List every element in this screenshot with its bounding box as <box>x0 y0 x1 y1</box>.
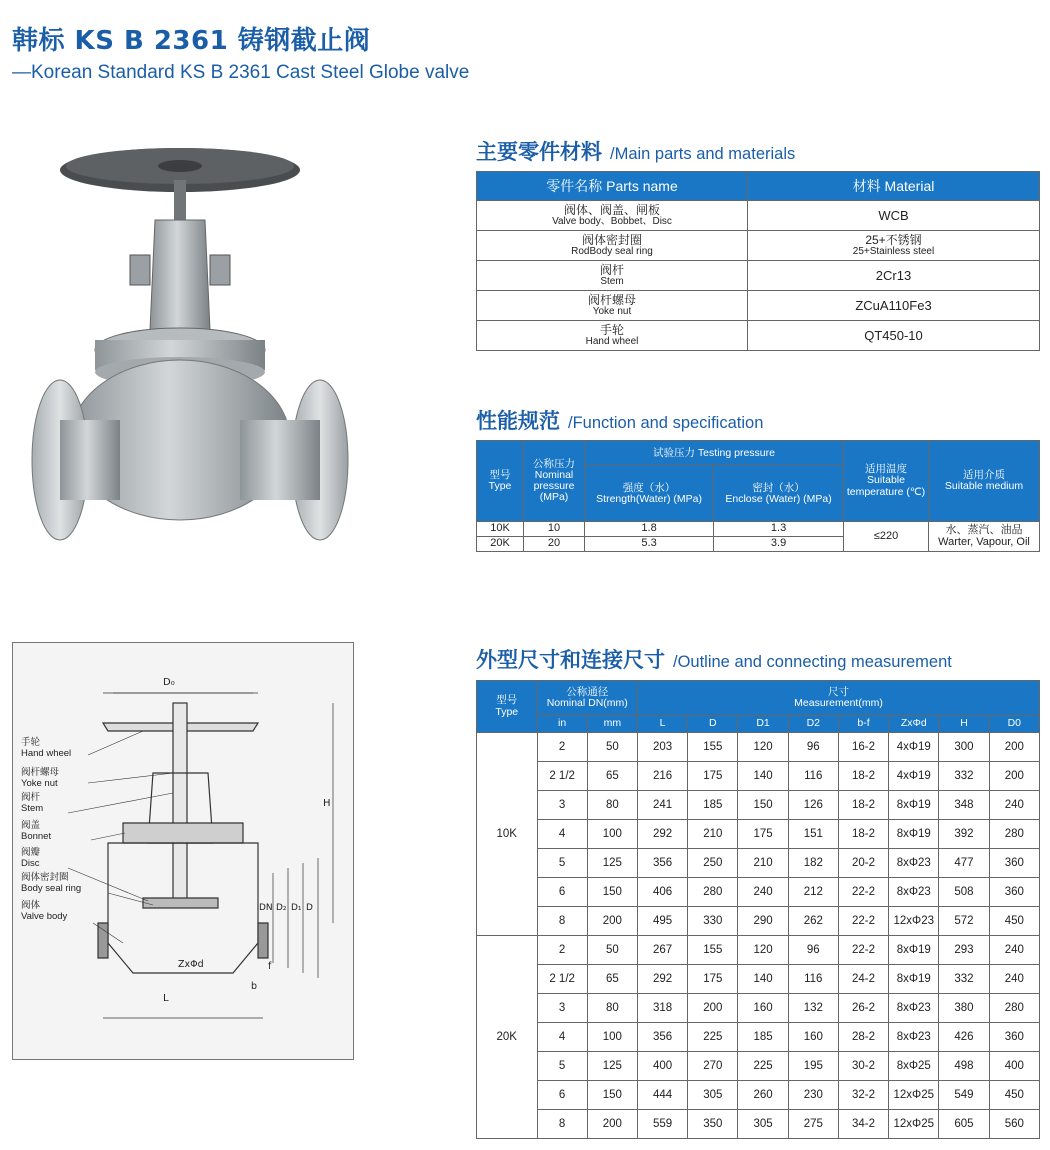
dim-cell: 350 <box>688 1110 738 1139</box>
dim-type-cell: 20K <box>477 936 538 1139</box>
dim-cell: 6 <box>537 1081 587 1110</box>
dim-cell: 22-2 <box>838 907 888 936</box>
dim-cell: 200 <box>688 994 738 1023</box>
dim-cell: 50 <box>587 936 637 965</box>
dim-cell: 65 <box>587 965 637 994</box>
dim-cell: 116 <box>788 965 838 994</box>
dim-cell: 280 <box>989 994 1039 1023</box>
dim-cell: 175 <box>738 820 788 849</box>
table-row: 阀体密封圈 RodBody seal ring 25+不锈钢 25+Stainless steel <box>477 231 1040 261</box>
dim-cell: 360 <box>989 1023 1039 1052</box>
dim-cell: 8xΦ25 <box>889 1052 939 1081</box>
dim-cell: 508 <box>939 878 989 907</box>
dim-cell: 18-2 <box>838 791 888 820</box>
dim-f: f <box>268 961 272 972</box>
dim-cell: 8xΦ19 <box>889 936 939 965</box>
dim-type-cell: 10K <box>477 733 538 936</box>
dim-cell: 300 <box>939 733 989 762</box>
dim-cell: 155 <box>688 733 738 762</box>
dim-cell: 175 <box>688 965 738 994</box>
dim-cell: 203 <box>637 733 687 762</box>
drawing-labels: 手轮 Hand wheel 阀杆螺母 Yoke nut 阀杆 Stem 阀盖 Bonnet 阀瓣 Disc 阀体密封圈 Body seal ring 阀体 Valve body <box>21 737 82 922</box>
dim-cell: 30-2 <box>838 1052 888 1081</box>
dim-cell: 100 <box>587 1023 637 1052</box>
spec-table: 型号 Type 公称压力 Nominal pressure (MPa) 试验压力 Testing pressure 适用温度 Suitable temperature (℃) 适用介质 Suitable medium 强度（水） Strength(Water) (MPa) 密封（水） Enclose (Water) (MPa) 10K 10 1.8 1.3 ≤220 水、蒸汽、油品 Warter, Vapour, Oil 20K 20 5.3 3.9 <box>476 440 1040 552</box>
dim-cell: 275 <box>788 1110 838 1139</box>
dim-cell: 150 <box>587 878 637 907</box>
dim-cell: 292 <box>637 965 687 994</box>
section-drawing <box>12 642 354 1060</box>
dim-cell: 4xΦ19 <box>889 762 939 791</box>
dim-cell: 182 <box>788 849 838 878</box>
dim-cell: 400 <box>637 1052 687 1081</box>
dim-cell: 477 <box>939 849 989 878</box>
dim-cell: 8xΦ23 <box>889 1023 939 1052</box>
spec-section-heading: 性能规范 /Function and specification <box>476 409 764 433</box>
dim-cell: 292 <box>637 820 687 849</box>
dim-cell: 50 <box>587 733 637 762</box>
dim-cell: 160 <box>738 994 788 1023</box>
dim-cell: 495 <box>637 907 687 936</box>
dim-cell: 5 <box>537 1052 587 1081</box>
dim-cell: 12xΦ25 <box>889 1110 939 1139</box>
dim-cell: 225 <box>738 1052 788 1081</box>
dim-cell: 549 <box>939 1081 989 1110</box>
table-row <box>477 762 1040 791</box>
dim-col-header: ZxΦd <box>889 716 939 733</box>
dim-cell: 332 <box>939 965 989 994</box>
dim-cell: 155 <box>688 936 738 965</box>
dim-col-header: b-f <box>838 716 888 733</box>
dim-col-header: H <box>939 716 989 733</box>
table-row: 10K 10 1.8 1.3 ≤220 水、蒸汽、油品 Warter, Vapour, Oil <box>477 522 1040 537</box>
dim-col-header: D <box>688 716 738 733</box>
dim-cell: 450 <box>989 1081 1039 1110</box>
dim-cell: 22-2 <box>838 936 888 965</box>
dim-cell: 6 <box>537 878 587 907</box>
table-row <box>477 791 1040 820</box>
dim-cell: 200 <box>989 762 1039 791</box>
dim-cell: 200 <box>587 907 637 936</box>
dim-b: b <box>251 981 258 992</box>
dim-cell: 290 <box>738 907 788 936</box>
dim-cell: 280 <box>688 878 738 907</box>
table-row <box>477 733 1040 762</box>
dim-cell: 24-2 <box>838 965 888 994</box>
dim-d1: D₁ <box>291 903 302 913</box>
dim-cell: 3 <box>537 791 587 820</box>
dim-cell: 125 <box>587 1052 637 1081</box>
dim-cell: 330 <box>688 907 738 936</box>
dim-cell: 210 <box>738 849 788 878</box>
dim-cell: 185 <box>738 1023 788 1052</box>
dim-cell: 2 1/2 <box>537 965 587 994</box>
dim-d: D <box>306 903 313 913</box>
dim-cell: 200 <box>587 1110 637 1139</box>
dim-cell: 450 <box>989 907 1039 936</box>
table-row <box>477 1052 1040 1081</box>
dim-cell: 305 <box>738 1110 788 1139</box>
dim-cell: 240 <box>989 791 1039 820</box>
dim-cell: 2 1/2 <box>537 762 587 791</box>
dim-cell: 120 <box>738 936 788 965</box>
dim-cell: 185 <box>688 791 738 820</box>
dim-cell: 356 <box>637 1023 687 1052</box>
parts-header-material: 材料 Material <box>748 172 1040 201</box>
dim-cell: 22-2 <box>838 878 888 907</box>
dim-cell: 293 <box>939 936 989 965</box>
table-row: 手轮 Hand wheel QT450-10 <box>477 321 1040 351</box>
dim-cell: 160 <box>788 1023 838 1052</box>
dim-cell: 2 <box>537 733 587 762</box>
dim-cell: 8xΦ23 <box>889 994 939 1023</box>
table-row <box>477 1023 1040 1052</box>
dim-cell: 360 <box>989 878 1039 907</box>
dim-cell: 241 <box>637 791 687 820</box>
dim-cell: 267 <box>637 936 687 965</box>
dim-cell: 356 <box>637 849 687 878</box>
table-row: 阀体、阀盖、闸板 Valve body、Bobbet、Disc WCB <box>477 201 1040 231</box>
dim-cell: 400 <box>989 1052 1039 1081</box>
dim-cell: 498 <box>939 1052 989 1081</box>
dim-cell: 116 <box>788 762 838 791</box>
dim-cell: 8 <box>537 907 587 936</box>
dim-cell: 125 <box>587 849 637 878</box>
dim-cell: 225 <box>688 1023 738 1052</box>
dim-cell: 262 <box>788 907 838 936</box>
table-row <box>477 820 1040 849</box>
dim-h: H <box>323 798 331 809</box>
dim-cell: 5 <box>537 849 587 878</box>
table-row <box>477 936 1040 965</box>
dim-cell: 28-2 <box>838 1023 888 1052</box>
dim-cell: 605 <box>939 1110 989 1139</box>
dim-cell: 559 <box>637 1110 687 1139</box>
page-title: 韩标 KS B 2361 铸钢截止阀 <box>12 26 371 56</box>
dim-cell: 32-2 <box>838 1081 888 1110</box>
dimension-table: 型号 Type 公称通径 Nominal DN(mm) 尺寸 Measurement(mm) in mm L D D1 D2 b-f ZxΦd H D0 10K 2 50 203 155 120 96 16-2 4xΦ19 300 200 2 1/2 65 216 175 140 116 18-2 4xΦ19 332 200 3 80 241 185 150 126 18-2 8xΦ19 348 240 4 100 292 210 175 151 18-2 8xΦ19 392 280 5 125 356 250 210 182 20-2 8xΦ23 477 360 6 150 406 280 240 212 22-2 8xΦ23 508 360 8 200 495 330 290 262 22-2 12xΦ23 572 450 20K 2 50 267 155 120 96 22-2 8xΦ19 293 240 2 1/2 65 292 175 140 116 24-2 8xΦ19 332 240 3 80 318 200 160 132 26-2 8xΦ23 380 280 4 100 356 225 185 160 28-2 8xΦ23 426 360 5 125 400 270 225 195 30-2 8xΦ25 498 400 6 150 444 305 260 230 32-2 12xΦ25 549 450 8 200 559 350 305 275 34-2 12xΦ25 605 560 <box>476 680 1040 1139</box>
dim-col-header: in <box>537 716 587 733</box>
dim-cell: 120 <box>738 733 788 762</box>
parts-table <box>476 171 1040 351</box>
dim-cell: 18-2 <box>838 762 888 791</box>
dim-cell: 8xΦ19 <box>889 820 939 849</box>
dim-col-header: mm <box>587 716 637 733</box>
dim-col-header: D2 <box>788 716 838 733</box>
dim-cell: 4 <box>537 1023 587 1052</box>
dim-cell: 8xΦ19 <box>889 965 939 994</box>
dim-cell: 126 <box>788 791 838 820</box>
dim-cell: 280 <box>989 820 1039 849</box>
table-row <box>477 1110 1040 1139</box>
dim-cell: 80 <box>587 791 637 820</box>
dim-cell: 305 <box>688 1081 738 1110</box>
dim-cell: 360 <box>989 849 1039 878</box>
dim-cell: 560 <box>989 1110 1039 1139</box>
dim-cell: 4 <box>537 820 587 849</box>
dim-cell: 80 <box>587 994 637 1023</box>
dim-cell: 150 <box>587 1081 637 1110</box>
dim-cell: 240 <box>989 936 1039 965</box>
dim-cell: 140 <box>738 965 788 994</box>
dim-cell: 240 <box>738 878 788 907</box>
table-row <box>477 994 1040 1023</box>
dim-cell: 250 <box>688 849 738 878</box>
dim-cell: 8xΦ23 <box>889 878 939 907</box>
dim-cell: 12xΦ23 <box>889 907 939 936</box>
valve-photo <box>30 140 445 555</box>
dim-cell: 240 <box>989 965 1039 994</box>
dim-cell: 100 <box>587 820 637 849</box>
dim-cell: 318 <box>637 994 687 1023</box>
dim-cell: 380 <box>939 994 989 1023</box>
dim-cell: 96 <box>788 936 838 965</box>
dim-cell: 4xΦ19 <box>889 733 939 762</box>
dim-col-header: D0 <box>989 716 1039 733</box>
dim-d0: D₀ <box>163 677 175 688</box>
dim-cell: 65 <box>587 762 637 791</box>
dim-cell: 96 <box>788 733 838 762</box>
page-subtitle: —Korean Standard KS B 2361 Cast Steel Globe valve <box>12 62 470 83</box>
dim-cell: 132 <box>788 994 838 1023</box>
dim-col-header: L <box>637 716 687 733</box>
dim-cell: 406 <box>637 878 687 907</box>
dim-cell: 444 <box>637 1081 687 1110</box>
parts-section-heading: 主要零件材料 /Main parts and materials <box>476 140 796 164</box>
dim-cell: 20-2 <box>838 849 888 878</box>
dim-cell: 212 <box>788 878 838 907</box>
dim-cell: 8xΦ23 <box>889 849 939 878</box>
dim-cell: 260 <box>738 1081 788 1110</box>
dim-zd: ZxΦd <box>178 959 204 970</box>
dim-cell: 426 <box>939 1023 989 1052</box>
dim-cell: 2 <box>537 936 587 965</box>
dim-cell: 26-2 <box>838 994 888 1023</box>
dim-cell: 332 <box>939 762 989 791</box>
dim-cell: 8xΦ19 <box>889 791 939 820</box>
parts-header-name: 零件名称 Parts name <box>477 172 748 201</box>
dim-cell: 16-2 <box>838 733 888 762</box>
table-row <box>477 1081 1040 1110</box>
table-row: 阀杆 Stem 2Cr13 <box>477 261 1040 291</box>
table-row <box>477 907 1040 936</box>
dim-cell: 151 <box>788 820 838 849</box>
dim-cell: 348 <box>939 791 989 820</box>
dim-cell: 175 <box>688 762 738 791</box>
dim-l: L <box>163 993 169 1004</box>
table-row <box>477 878 1040 907</box>
table-row <box>477 849 1040 878</box>
dim-cell: 150 <box>738 791 788 820</box>
dim-cell: 230 <box>788 1081 838 1110</box>
table-row: 20K 20 5.3 3.9 <box>477 537 1040 552</box>
dim-d2: D₂ <box>276 903 287 913</box>
dim-cell: 8 <box>537 1110 587 1139</box>
dim-cell: 34-2 <box>838 1110 888 1139</box>
table-row <box>477 965 1040 994</box>
dim-cell: 140 <box>738 762 788 791</box>
table-row: 阀杆螺母 Yoke nut ZCuA110Fe3 <box>477 291 1040 321</box>
dim-cell: 18-2 <box>838 820 888 849</box>
dim-cell: 195 <box>788 1052 838 1081</box>
dim-dn: DN <box>259 903 273 913</box>
dim-cell: 3 <box>537 994 587 1023</box>
dim-cell: 270 <box>688 1052 738 1081</box>
dim-cell: 210 <box>688 820 738 849</box>
dim-cell: 200 <box>989 733 1039 762</box>
dim-cell: 216 <box>637 762 687 791</box>
dim-cell: 12xΦ25 <box>889 1081 939 1110</box>
dim-col-header: D1 <box>738 716 788 733</box>
dim-cell: 392 <box>939 820 989 849</box>
dim-cell: 572 <box>939 907 989 936</box>
outline-section-heading: 外型尺寸和连接尺寸 /Outline and connecting measurement <box>476 648 952 672</box>
